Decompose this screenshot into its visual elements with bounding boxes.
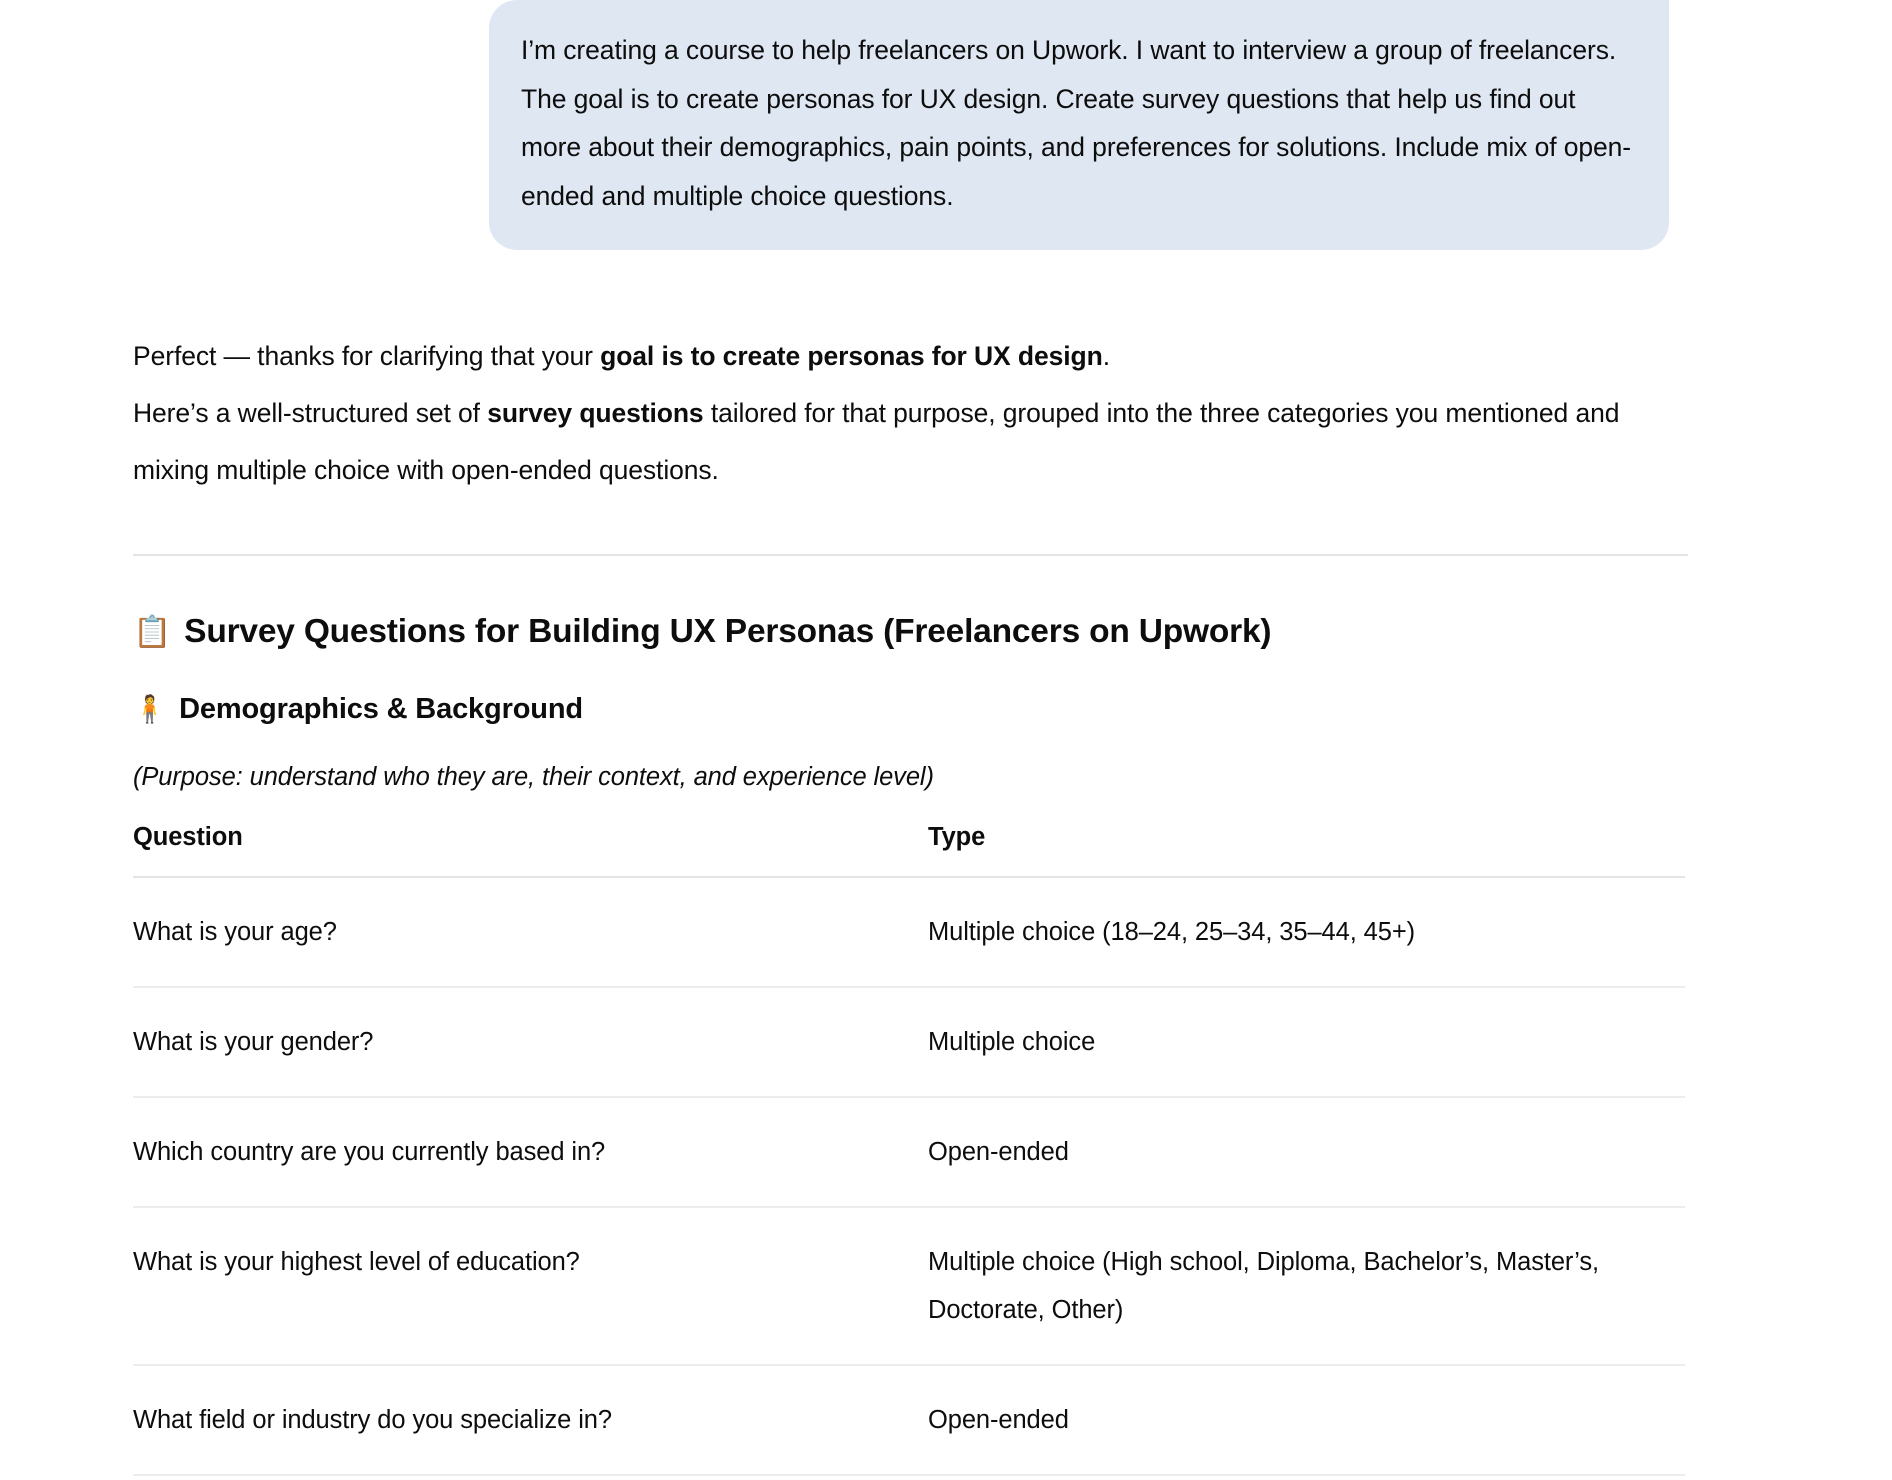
column-header-type: Type	[928, 823, 1685, 877]
table-row	[133, 1365, 1685, 1475]
intro-text-4: tailored for that purpose, grouped into the three categories you mentioned and mixing multiple choice with open-ended questions.	[133, 398, 1620, 486]
table-row	[133, 1207, 1685, 1365]
cell-type: Open-ended	[928, 1365, 1685, 1475]
cell-type: Multiple choice	[928, 987, 1685, 1097]
user-message-row	[0, 0, 1892, 250]
section-heading	[133, 611, 1700, 653]
intro-text-3: Here’s a well-structured set of	[133, 398, 488, 429]
table-row	[133, 1097, 1685, 1207]
person-standing-emoji: 🧍	[133, 694, 167, 726]
cell-question: What field or industry do you specialize in?	[133, 1365, 928, 1475]
subsection-purpose-note: (Purpose: understand who they are, their context, and experience level)	[133, 762, 934, 791]
cell-question: Which country are you currently based in?	[133, 1097, 928, 1207]
subsection-heading	[133, 691, 1700, 727]
user-message-bubble	[489, 0, 1669, 250]
assistant-intro-paragraph	[133, 250, 1678, 499]
intro-text-2: .	[1102, 341, 1110, 372]
cell-question: What is your age?	[133, 877, 928, 987]
section-heading-text: Survey Questions for Building UX Personas (Freelancers on Upwork)	[184, 613, 1272, 651]
questions-table	[133, 823, 1685, 1476]
table-row	[133, 987, 1685, 1097]
cell-type: Open-ended	[928, 1097, 1685, 1207]
intro-text-1: Perfect — thanks for clarifying that your	[133, 341, 601, 372]
cell-type: Multiple choice (18–24, 25–34, 35–44, 45+)	[928, 877, 1685, 987]
cell-question: What is your gender?	[133, 987, 928, 1097]
cell-type: Multiple choice (High school, Diploma, Bachelor’s, Master’s, Doctorate, Other)	[928, 1207, 1685, 1365]
column-header-question: Question	[133, 823, 928, 877]
intro-bold-survey: survey questions	[487, 398, 704, 429]
intro-bold-goal: goal is to create personas for UX design	[600, 341, 1103, 372]
user-message-text: I’m creating a course to help freelancers on Upwork. I want to interview a group of freelancers. The goal is to create personas for UX design. Create survey questions that help us find out more about their demographics, pain points, and preferences for solutions. Include mix of open-ended and multiple choice questions.	[521, 35, 1632, 211]
subsection-heading-text: Demographics & Background	[179, 693, 583, 726]
clipboard-emoji: 📋	[133, 614, 172, 651]
table-body	[133, 877, 1685, 1475]
assistant-message	[0, 250, 1700, 1476]
table-header-row	[133, 823, 1685, 877]
table-row	[133, 877, 1685, 987]
cell-question: What is your highest level of education?	[133, 1207, 928, 1365]
section-divider	[133, 554, 1688, 556]
